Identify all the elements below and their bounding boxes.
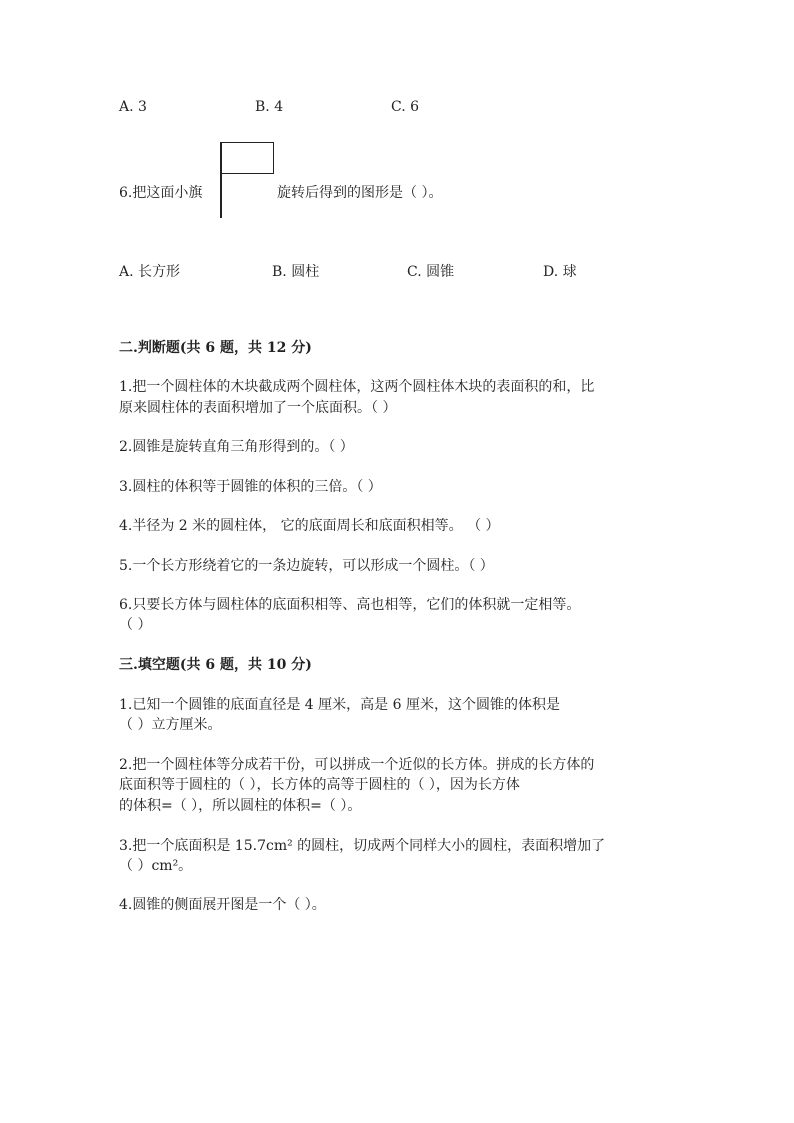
s3-q4: 4.圆锥的侧面展开图是一个（ ）。 xyxy=(119,897,326,913)
section3-title: 三.填空题(共 6 题，共 10 分) xyxy=(119,657,312,673)
q6-option-a: A. 长方形 xyxy=(119,264,181,280)
s3-q1-line2: （ ）立方厘米。 xyxy=(119,717,222,733)
q6-option-c: C. 圆锥 xyxy=(407,264,455,280)
q6-suffix: 旋转后得到的图形是（ ）。 xyxy=(277,185,443,201)
option-a: A. 3 xyxy=(119,99,147,115)
s2-q6-line1: 6.只要长方体与圆柱体的底面积相等、高也相等，它们的体积就一定相等。 xyxy=(119,597,581,613)
q6-prefix: 6.把这面小旗 xyxy=(119,185,203,201)
s2-q6-line2: （ ） xyxy=(119,617,152,633)
s3-q3-line1: 3.把一个底面积是 15.7cm² 的圆柱，切成两个同样大小的圆柱，表面积增加了 xyxy=(119,838,606,854)
s3-q3-line2: （ ）cm²。 xyxy=(119,858,193,874)
s3-q2-line3: 的体积=（ ），所以圆柱的体积=（ ）。 xyxy=(119,798,362,814)
flag-rectangle xyxy=(221,142,274,174)
section2-title: 二.判断题(共 6 题，共 12 分) xyxy=(119,340,312,356)
s3-q2-line1: 2.把一个圆柱体等分成若干份，可以拼成一个近似的长方体。拼成的长方体的 xyxy=(119,757,595,773)
s2-q5: 5.一个长方形绕着它的一条边旋转，可以形成一个圆柱。（ ） xyxy=(119,558,494,574)
s3-q2-line2: 底面积等于圆柱的（ ），长方体的高等于圆柱的（ ），因为长方体 xyxy=(119,777,520,793)
s2-q1-line2: 原来圆柱体的表面积增加了一个底面积。（ ） xyxy=(119,400,397,416)
q6-option-d: D. 球 xyxy=(543,264,577,280)
s2-q2: 2.圆锥是旋转直角三角形得到的。（ ） xyxy=(119,439,354,455)
s2-q1-line1: 1.把一个圆柱体的木块截成两个圆柱体，这两个圆柱体木块的表面积的和，比 xyxy=(119,379,595,395)
option-b: B. 4 xyxy=(255,99,284,115)
s2-q3: 3.圆柱的体积等于圆锥的体积的三倍。（ ） xyxy=(119,479,382,495)
option-c: C. 6 xyxy=(391,99,420,115)
s2-q4: 4.半径为 2 米的圆柱体， 它的底面周长和底面积相等。 （ ） xyxy=(119,518,500,534)
q6-option-b: B. 圆柱 xyxy=(272,264,320,280)
s3-q1-line1: 1.已知一个圆锥的底面直径是 4 厘米，高是 6 厘米，这个圆锥的体积是 xyxy=(119,697,560,713)
